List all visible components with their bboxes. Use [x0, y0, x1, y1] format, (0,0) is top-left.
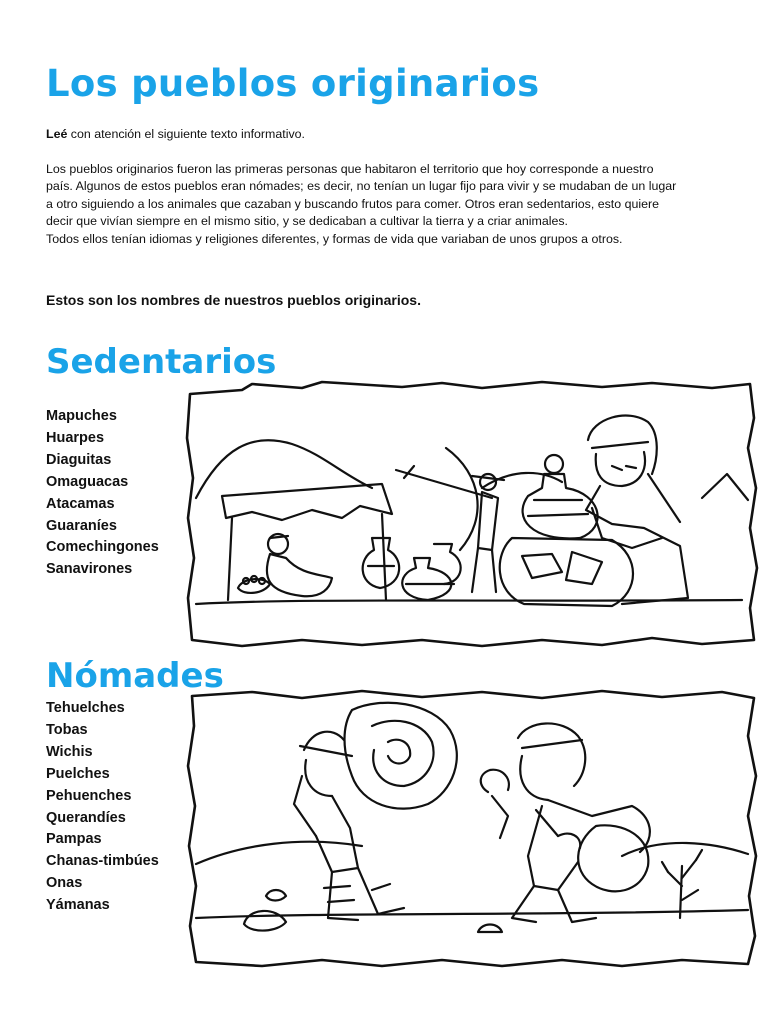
instruction-rest: con atención el siguiente texto informativo. — [67, 127, 305, 141]
list-item: Pampas — [46, 831, 102, 848]
sedentarios-heading: Sedentarios — [46, 342, 277, 382]
paragraph-line: país. Algunos de estos pueblos eran nómades; es decir, no tenían un lugar fijo para vivir y se mudaban de un lugar — [46, 179, 677, 194]
list-item: Comechingones — [46, 539, 159, 556]
torn-frame — [188, 691, 756, 966]
nomades-illustration — [182, 686, 762, 972]
list-item: Wichis — [46, 743, 93, 760]
list-item: Puelches — [46, 765, 110, 782]
list-item: Huarpes — [46, 429, 105, 446]
instruction-bold: Leé — [46, 127, 68, 141]
nomades-list — [46, 698, 159, 917]
paragraph-line: Todos ellos tenían idiomas y religiones diferentes, y formas de vida que variaban de unos grupos a otros. — [46, 231, 623, 246]
list-item: Atacamas — [46, 495, 115, 512]
list-item: Tehuelches — [46, 700, 125, 716]
list-item: Diaguitas — [46, 451, 112, 468]
sedentarios-illustration — [182, 378, 762, 650]
list-item: Guaraníes — [46, 517, 117, 534]
page-title: Los pueblos originarios — [46, 62, 540, 105]
list-item: Tobas — [46, 721, 88, 738]
nomades-heading: Nómades — [46, 656, 224, 696]
list-item: Onas — [46, 875, 83, 892]
list-item: Querandíes — [46, 809, 126, 826]
informative-paragraph — [46, 161, 732, 248]
instruction-text — [46, 126, 726, 143]
list-item: Omaguacas — [46, 473, 129, 490]
list-item: Chanas-timbúes — [46, 853, 159, 870]
list-item: Yámanas — [46, 897, 110, 914]
paragraph-line: a otro siguiendo a los animales que cazaban y buscando frutos para comer. Otros eran sedentarios, esto quiere — [46, 196, 660, 211]
list-item: Mapuches — [46, 408, 117, 424]
names-intro: Estos son los nombres de nuestros pueblos originarios. — [46, 292, 421, 308]
paragraph-line: Los pueblos originarios fueron las primeras personas que habitaron el territorio que hoy corresponde a nuestro — [46, 162, 654, 176]
list-item: Sanavirones — [46, 561, 133, 578]
sedentarios-list — [46, 406, 159, 581]
torn-frame — [187, 382, 757, 646]
paragraph-line: decir que vivían siempre en el mismo sitio, y se dedicaban a cultivar la tierra y a criar animales. — [46, 214, 569, 229]
list-item: Pehuenches — [46, 787, 132, 804]
